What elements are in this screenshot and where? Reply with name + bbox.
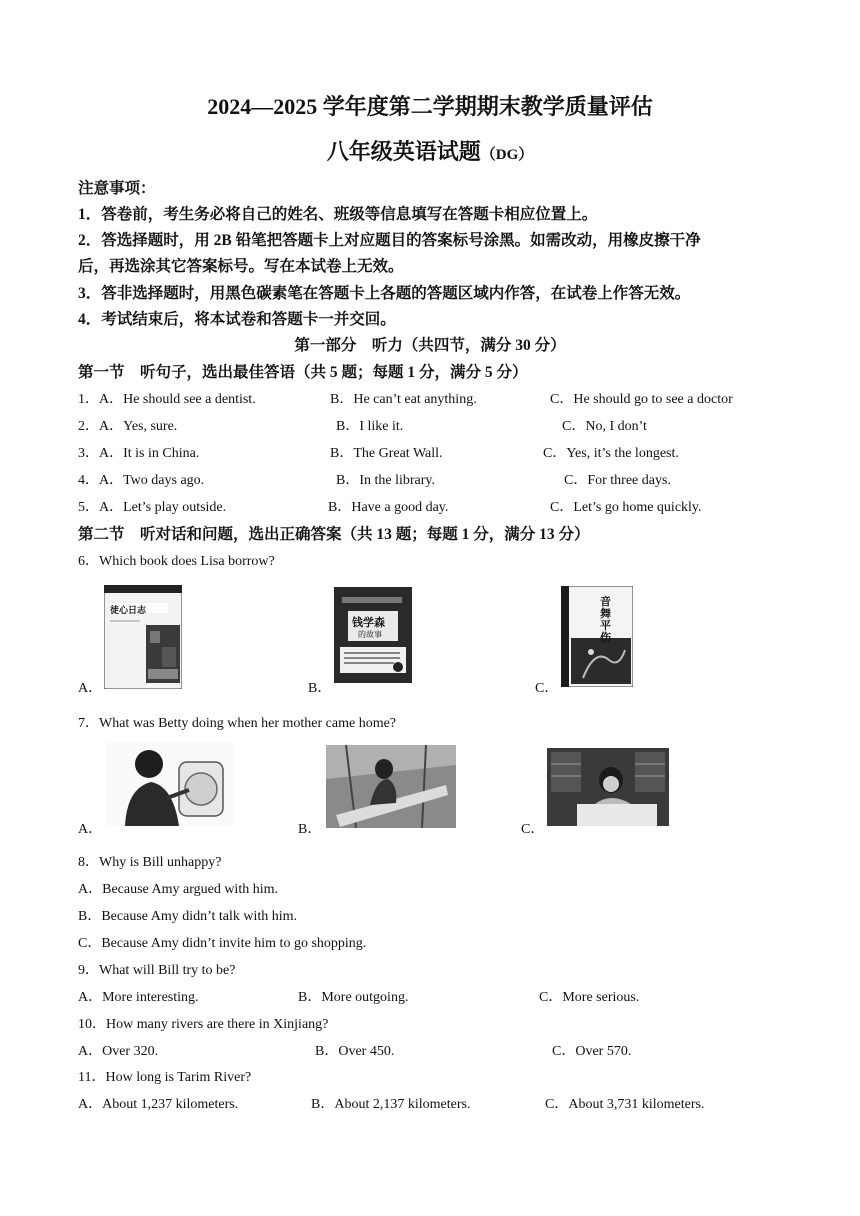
q7-photo-b bbox=[326, 745, 456, 828]
notice-text: 答非选择题时，用黑色碳素笔在答题卡上各题的答题区域内作答，在试卷上作答无效。 bbox=[101, 285, 691, 302]
q6-label-b: B． bbox=[308, 681, 332, 696]
q7-label-b: B． bbox=[298, 822, 322, 837]
q9-option-c: C．More serious. bbox=[539, 990, 640, 1005]
question-2 bbox=[78, 415, 177, 435]
exam-subtitle-main: 八年级英语试题 bbox=[326, 139, 481, 164]
question-11: 11．How long is Tarim River? bbox=[78, 1070, 252, 1085]
question-num: 2． bbox=[78, 419, 99, 434]
option-c: C．Let’s go home quickly. bbox=[550, 500, 702, 515]
option-b: B．I like it. bbox=[336, 419, 404, 434]
option-c: C．For three days. bbox=[564, 473, 671, 488]
book-c-image bbox=[561, 586, 633, 687]
option-a: A．Two days ago. bbox=[99, 473, 205, 488]
q7-photo-c bbox=[547, 748, 669, 826]
question-5 bbox=[78, 496, 226, 516]
q11-option-b: B．About 2,137 kilometers. bbox=[311, 1097, 471, 1112]
option-b: B．He can’t eat anything. bbox=[330, 392, 477, 407]
notice-text: 考试结束后，将本试卷和答题卡一并交回。 bbox=[101, 311, 396, 328]
question-6: 6．Which book does Lisa borrow? bbox=[78, 554, 275, 569]
section1-heading: 第一节 听句子，选出最佳答语（共 5 题；每题 1 分，满分 5 分） bbox=[78, 364, 528, 381]
notice-num: 1． bbox=[78, 206, 102, 223]
notice-num: 2． bbox=[78, 232, 102, 249]
q8-option-a: A．Because Amy argued with him. bbox=[78, 882, 278, 897]
option-a: A．It is in China. bbox=[99, 446, 200, 461]
option-a: A．Let’s play outside. bbox=[99, 500, 227, 515]
q10-option-c: C．Over 570. bbox=[552, 1044, 632, 1059]
option-b: B．In the library. bbox=[336, 473, 436, 488]
part1-heading: 第一部分 听力（共四节，满分 30 分） bbox=[294, 337, 566, 354]
book-b-subtitle: 的故事 bbox=[358, 630, 382, 639]
question-1 bbox=[78, 388, 256, 408]
notice-text: 答选择题时，用 2B 铅笔把答题卡上对应题目的答案标号涂黑。如需改动，用橡皮擦干净 bbox=[101, 232, 701, 249]
book-c-title: 音舞平伤 bbox=[600, 596, 611, 644]
notice-num: 3． bbox=[78, 285, 102, 302]
q11-option-a: A．About 1,237 kilometers. bbox=[78, 1097, 239, 1112]
exam-subtitle bbox=[0, 135, 860, 166]
option-a: A．He should see a dentist. bbox=[99, 392, 256, 407]
q8-option-c: C．Because Amy didn’t invite him to go shopping. bbox=[78, 936, 367, 951]
q7-photo-a bbox=[107, 742, 235, 826]
exam-subtitle-suffix: （DG） bbox=[480, 147, 534, 163]
option-b: B．Have a good day. bbox=[328, 500, 449, 515]
question-4 bbox=[78, 469, 204, 489]
q9-option-b: B．More outgoing. bbox=[298, 990, 409, 1005]
q9-option-a: A．More interesting. bbox=[78, 990, 199, 1005]
q10-option-a: A．Over 320. bbox=[78, 1044, 159, 1059]
q6-label-c: C． bbox=[535, 681, 559, 696]
question-3 bbox=[78, 442, 199, 462]
option-a: A．Yes, sure. bbox=[99, 419, 178, 434]
question-num: 1． bbox=[78, 392, 99, 407]
q7-label-a: A． bbox=[78, 822, 103, 837]
question-num: 4． bbox=[78, 473, 99, 488]
question-7: 7．What was Betty doing when her mother came home? bbox=[78, 716, 397, 731]
book-a-title: 徒心日志 bbox=[110, 605, 147, 615]
q8-option-b: B．Because Amy didn’t talk with him. bbox=[78, 909, 298, 924]
notice-item bbox=[78, 228, 701, 250]
section2-heading: 第二节 听对话和问题，选出正确答案（共 13 题；每题 1 分，满分 13 分） bbox=[78, 526, 590, 543]
option-c: C．No, I don’t bbox=[562, 419, 647, 434]
q11-option-c: C．About 3,731 kilometers. bbox=[545, 1097, 705, 1112]
question-10: 10．How many rivers are there in Xinjiang? bbox=[78, 1017, 329, 1032]
exam-title: 2024—2025 学年度第二学期期末教学质量评估 bbox=[207, 94, 653, 119]
option-c: C．Yes, it’s the longest. bbox=[543, 446, 679, 461]
q7-label-c: C． bbox=[521, 822, 545, 837]
book-b-title: 钱学森 bbox=[352, 617, 385, 629]
question-num: 3． bbox=[78, 446, 99, 461]
notice-item bbox=[78, 202, 597, 224]
notice-item bbox=[78, 307, 396, 329]
notice-text: 答卷前，考生务必将自己的姓名、班级等信息填写在答题卡相应位置上。 bbox=[101, 206, 598, 223]
notice-num: 4． bbox=[78, 311, 102, 328]
option-b: B．The Great Wall. bbox=[330, 446, 443, 461]
q10-option-b: B．Over 450. bbox=[315, 1044, 395, 1059]
notice-item bbox=[78, 254, 404, 276]
notice-item bbox=[78, 281, 690, 303]
option-c: C．He should go to see a doctor bbox=[550, 392, 733, 407]
question-8: 8．Why is Bill unhappy? bbox=[78, 855, 222, 870]
question-9: 9．What will Bill try to be? bbox=[78, 963, 236, 978]
notice-text: 后，再选涂其它答案标号。写在本试卷上无效。 bbox=[78, 258, 404, 275]
q6-label-a: A． bbox=[78, 681, 103, 696]
book-a-image bbox=[104, 585, 182, 689]
question-num: 5． bbox=[78, 500, 99, 515]
notice-heading: 注意事项： bbox=[78, 180, 156, 197]
